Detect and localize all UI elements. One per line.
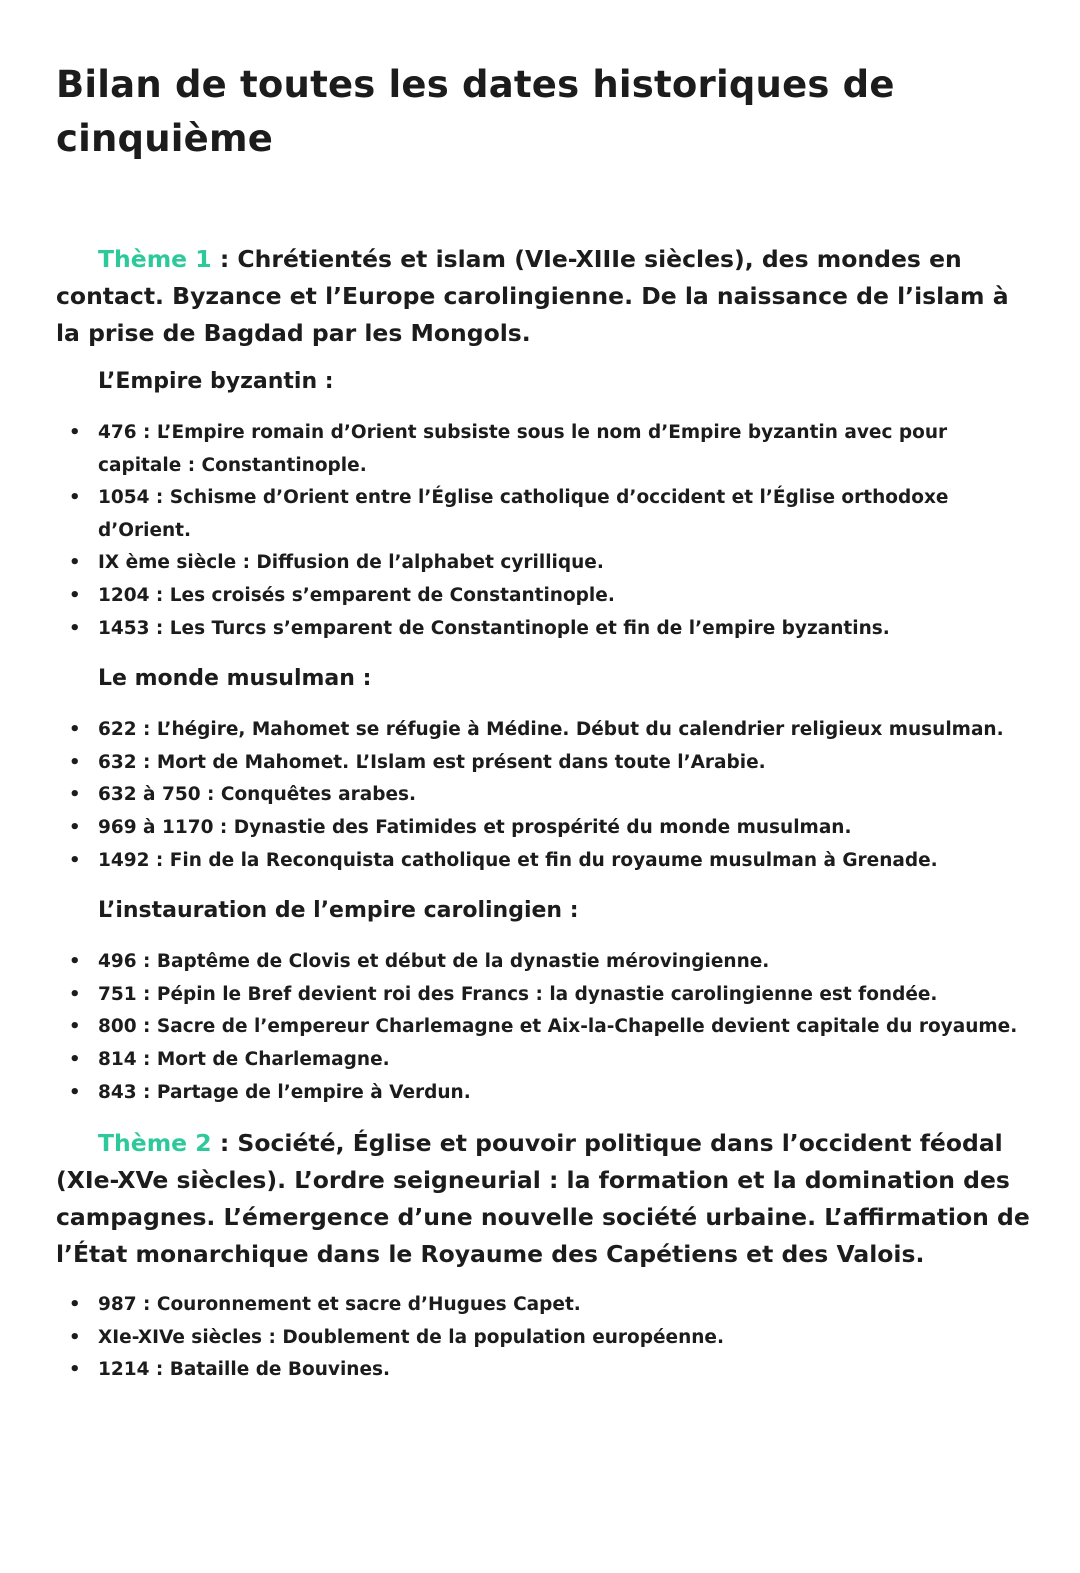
- list-item: [69, 779, 1031, 812]
- document-page: [56, 58, 1031, 1387]
- list-item-text: 632 : Mort de Mahomet. L’Islam est présent dans toute l’Arabie.: [98, 751, 766, 773]
- list-item-text: 1492 : Fin de la Reconquista catholique et fin du royaume musulman à Grenade.: [98, 849, 938, 871]
- list-item-text: 751 : Pépin le Bref devient roi des Francs : la dynastie carolingienne est fondée.: [98, 983, 938, 1005]
- bullet-icon: •: [69, 584, 81, 606]
- byzantine-empire-list: [56, 417, 1031, 645]
- bullet-icon: •: [69, 617, 81, 639]
- theme-1-label: Thème 1: [98, 245, 212, 273]
- list-item: [69, 979, 1031, 1012]
- bullet-icon: •: [69, 951, 81, 973]
- list-item: [69, 580, 1031, 613]
- bullet-icon: •: [69, 1048, 81, 1070]
- list-item-text: 987 : Couronnement et sacre d’Hugues Capet.: [98, 1294, 581, 1316]
- list-item: [69, 417, 1031, 482]
- carolingian-empire-list: [56, 946, 1031, 1109]
- list-item: [69, 845, 1031, 878]
- section-heading-muslim-world: Le monde musulman :: [98, 666, 372, 692]
- list-item: [69, 547, 1031, 580]
- bullet-icon: •: [69, 1081, 81, 1103]
- list-item: [69, 482, 1031, 547]
- list-item-text: 496 : Baptême de Clovis et début de la dynastie mérovingienne.: [98, 951, 770, 973]
- list-item: [69, 714, 1031, 747]
- list-item: [69, 747, 1031, 780]
- theme-1-heading: [56, 241, 1031, 352]
- theme-1-separator: :: [211, 245, 238, 273]
- list-item: [69, 1077, 1031, 1110]
- bullet-icon: •: [69, 552, 81, 574]
- section-heading-byzantine-empire: L’Empire byzantin :: [98, 369, 334, 394]
- list-item: [69, 1354, 1031, 1387]
- list-item: [69, 946, 1031, 979]
- list-item: [69, 1289, 1031, 1322]
- list-item-text: 969 à 1170 : Dynastie des Fatimides et prospérité du monde musulman.: [98, 816, 852, 838]
- page-title: Bilan de toutes les dates historiques de cinquième: [56, 63, 895, 160]
- bullet-icon: •: [69, 849, 81, 871]
- list-item-text: 632 à 750 : Conquêtes arabes.: [98, 784, 417, 806]
- feudal-occident-list: [56, 1289, 1031, 1387]
- theme-2-label: Thème 2: [98, 1129, 212, 1158]
- list-item-text: 1054 : Schisme d’Orient entre l’Église catholique d’occident et l’Église orthodoxe d’Orient.: [98, 487, 949, 541]
- bullet-icon: •: [69, 983, 81, 1005]
- list-item-text: 1214 : Bataille de Bouvines.: [98, 1359, 391, 1381]
- list-item-text: 843 : Partage de l’empire à Verdun.: [98, 1081, 471, 1103]
- list-item-text: 1204 : Les croisés s’emparent de Constantinople.: [98, 584, 615, 606]
- list-item-text: IX ème siècle : Diffusion de l’alphabet cyrillique.: [98, 552, 604, 574]
- section-heading-carolingian-empire: L’instauration de l’empire carolingien :: [98, 898, 579, 924]
- bullet-icon: •: [69, 1294, 81, 1316]
- theme-1-text: Chrétientés et islam (VIe-XIIIe siècles), des mondes en contact. Byzance et l’Europe carolingienne. De la naissance de l’islam à la prise de Bagdad par les Mongols.: [56, 245, 1009, 347]
- bullet-icon: •: [69, 751, 81, 773]
- theme-2-heading: [56, 1125, 1031, 1273]
- list-item-text: 476 : L’Empire romain d’Orient subsiste sous le nom d’Empire byzantin avec pour capitale : Constantinople.: [98, 422, 948, 476]
- list-item: [69, 1322, 1031, 1355]
- theme-2-text: Société, Église et pouvoir politique dans l’occident féodal (XIe-XVe siècles). L’ordre seigneurial : la formation et la domination des campagnes. L’émergence d’une nouvelle société urbaine. L’affirmation de l’État monarchique dans le Royaume des Capétiens et des Valois.: [56, 1129, 1030, 1269]
- list-item-text: 622 : L’hégire, Mahomet se réfugie à Médine. Début du calendrier religieux musulman.: [98, 719, 1004, 741]
- bullet-icon: •: [69, 1016, 81, 1038]
- list-item-text: 814 : Mort de Charlemagne.: [98, 1048, 390, 1070]
- list-item-text: 1453 : Les Turcs s’emparent de Constantinople et fin de l’empire byzantins.: [98, 617, 890, 639]
- bullet-icon: •: [69, 487, 81, 509]
- list-item: [69, 1044, 1031, 1077]
- list-item: [69, 812, 1031, 845]
- muslim-world-list: [56, 714, 1031, 877]
- list-item-text: XIe-XIVe siècles : Doublement de la population européenne.: [98, 1326, 724, 1348]
- theme-2-separator: :: [211, 1129, 238, 1158]
- list-item: [69, 1011, 1031, 1044]
- list-item: [69, 613, 1031, 646]
- list-item-text: 800 : Sacre de l’empereur Charlemagne et Aix-la-Chapelle devient capitale du royaume.: [98, 1016, 1018, 1038]
- bullet-icon: •: [69, 719, 81, 741]
- bullet-icon: •: [69, 784, 81, 806]
- bullet-icon: •: [69, 816, 81, 838]
- bullet-icon: •: [69, 1359, 81, 1381]
- bullet-icon: •: [69, 422, 81, 443]
- bullet-icon: •: [69, 1326, 81, 1348]
